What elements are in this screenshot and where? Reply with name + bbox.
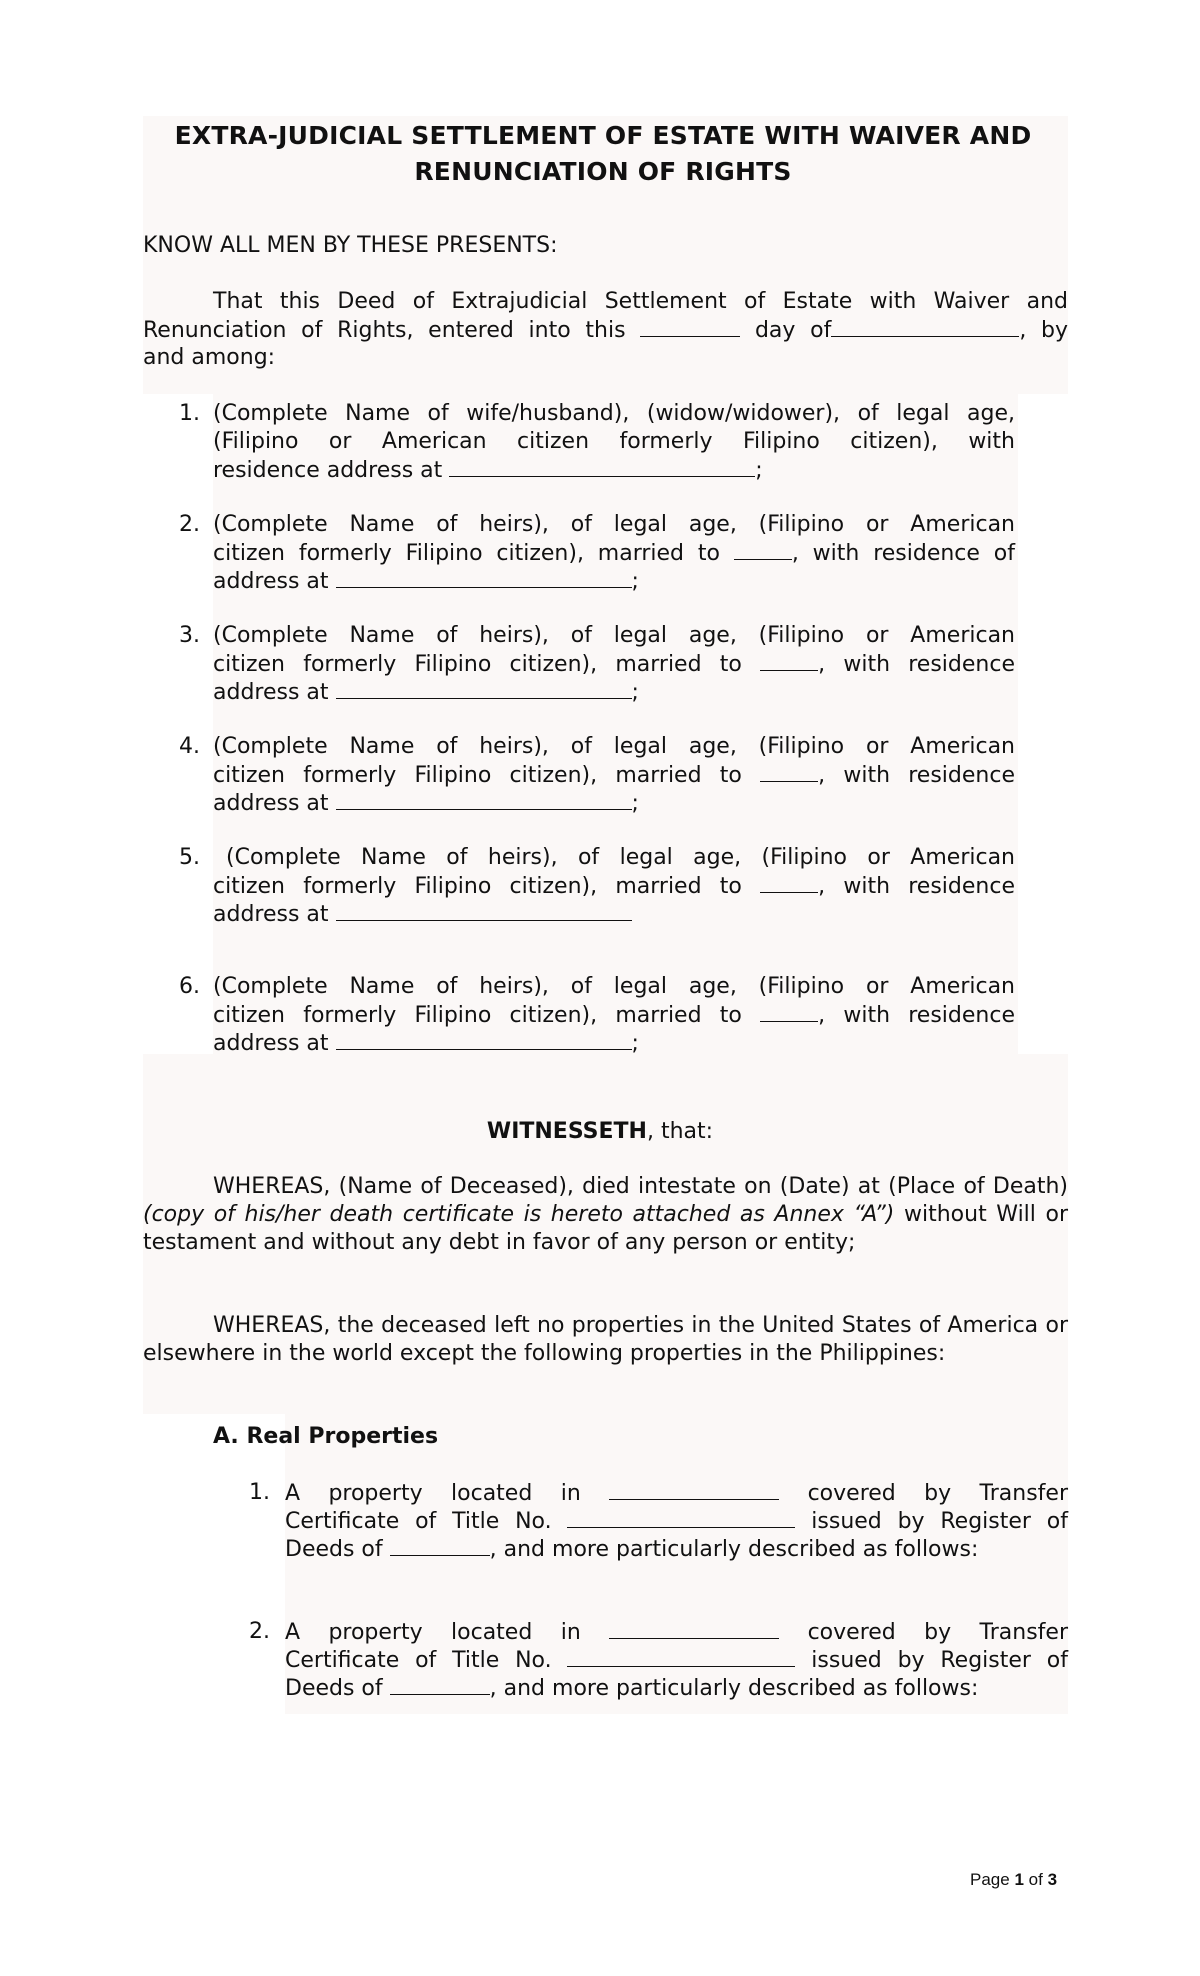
party-1-address-label: residence address at (213, 458, 443, 483)
party-number: 5. (179, 845, 200, 870)
party-2-line-1: (Complete Name of heirs), of legal age, (Filipino or American (213, 512, 1015, 537)
property-1-deeds-blank (390, 1535, 490, 1556)
property-2-tct-blank (567, 1646, 795, 1667)
footer-page-total: 3 (1047, 1870, 1058, 1889)
party-3-address-blank (336, 678, 632, 699)
property-1-deeds: Deeds of (285, 1537, 383, 1562)
party-3-line-2 (213, 650, 1015, 679)
intro-paragraph (143, 288, 1068, 345)
party-number: 4. (179, 734, 200, 759)
property-1-tct: Certificate of Title No. (285, 1509, 552, 1534)
party-6-spouse-blank (760, 1001, 818, 1022)
party-3-married: citizen formerly Filipino citizen), married to (213, 652, 742, 677)
party-6-married: citizen formerly Filipino citizen), married to (213, 1003, 742, 1028)
party-6-line-2 (213, 1001, 1015, 1030)
section-a-heading: A. Real Properties (213, 1424, 439, 1449)
footer-of-word: of (1028, 1870, 1043, 1889)
party-1-line-2: (Filipino or American citizen formerly Filipino citizen), with (213, 429, 1015, 454)
witnesseth-bold: WITNESSETH (486, 1119, 647, 1144)
party-3-address-label: address at (213, 680, 329, 705)
property-2-line-2 (285, 1646, 1068, 1675)
party-3-line-3 (213, 678, 639, 707)
property-1-line-3 (285, 1535, 978, 1564)
party-1-end: ; (755, 458, 763, 483)
intro-text-1: That this Deed of Extrajudicial Settlement of Estate with Waiver and Renunciation of Rights, entered into this (143, 289, 1068, 343)
party-2-spouse-blank (734, 539, 792, 560)
party-4-line-3 (213, 789, 639, 818)
whereas-2-text: WHEREAS, the deceased left no properties in the United States of America or elsewhere in the world except the following properties in the Philippines: (143, 1313, 1068, 1366)
whereas-1-text-a: WHEREAS, (Name of Deceased), died intestate on (Date) at (Place of Death) (213, 1174, 1068, 1199)
party-5-address-blank (336, 900, 632, 921)
party-4-spouse-blank (760, 761, 818, 782)
party-2-end: ; (631, 569, 639, 594)
footer-page-word: Page (970, 1870, 1010, 1889)
party-6-residence: , with residence (818, 1003, 1015, 1028)
property-number: 1. (249, 1480, 270, 1505)
property-2-deeds: Deeds of (285, 1676, 383, 1701)
party-number: 3. (179, 623, 200, 648)
property-1-line-2 (285, 1507, 1068, 1536)
party-2-line-3 (213, 567, 639, 596)
property-1-issued: issued by Register of (811, 1509, 1068, 1534)
party-4-line-2 (213, 761, 1015, 790)
party-5-spouse-blank (760, 872, 818, 893)
party-2-address-blank (336, 567, 632, 588)
property-1-line-1 (285, 1479, 1068, 1508)
party-4-end: ; (631, 791, 639, 816)
day-blank (640, 316, 740, 337)
footer-page-number: 1 (1014, 1870, 1024, 1889)
whereas-1-annex-note: (copy of his/her death certificate is hereto attached as Annex “A”) (143, 1202, 895, 1227)
party-5-line-3 (213, 900, 632, 929)
document-title: EXTRA-JUDICIAL SETTLEMENT OF ESTATE WITH WAIVER AND RENUNCIATION OF RIGHTS (174, 121, 1032, 186)
intro-text-3: , (1019, 318, 1027, 343)
party-4-line-1: (Complete Name of heirs), of legal age, (Filipino or American (213, 734, 1015, 759)
party-2-residence: , with residence of (791, 541, 1015, 566)
property-1-located: A property located in (285, 1481, 581, 1506)
property-number: 2. (249, 1619, 270, 1644)
party-5-married: citizen formerly Filipino citizen), married to (213, 874, 742, 899)
party-5-address-label: address at (213, 902, 329, 927)
property-2-issued: issued by Register of (811, 1648, 1068, 1673)
party-3-residence: , with residence (818, 652, 1015, 677)
intro-text-4: by (1041, 318, 1069, 343)
party-1-line-1: (Complete Name of wife/husband), (widow/widower), of legal age, (213, 401, 1015, 426)
whereas-paragraph-1 (143, 1173, 1068, 1257)
property-2-line-3 (285, 1674, 978, 1703)
party-6-end: ; (631, 1031, 639, 1056)
party-2-address-label: address at (213, 569, 329, 594)
property-1-tct-blank (567, 1507, 795, 1528)
party-number: 6. (179, 974, 200, 999)
property-2-tct: Certificate of Title No. (285, 1648, 552, 1673)
party-3-end: ; (631, 680, 639, 705)
property-1-location-blank (609, 1479, 779, 1500)
property-2-line-1 (285, 1618, 1068, 1647)
party-2-line-2 (213, 539, 1015, 568)
party-2-married: citizen formerly Filipino citizen), married to (213, 541, 720, 566)
party-5-line-2 (213, 872, 1015, 901)
witnesseth-rest: , that: (646, 1119, 714, 1144)
page-footer (970, 1870, 1057, 1890)
party-6-address-blank (336, 1029, 632, 1050)
party-3-spouse-blank (760, 650, 818, 671)
party-1-line-3 (213, 456, 763, 485)
property-1-covered: covered by Transfer (807, 1481, 1068, 1506)
property-2-deeds-blank (390, 1674, 490, 1695)
property-1-description: , and more particularly described as follows: (489, 1537, 979, 1562)
whereas-paragraph-2 (143, 1312, 1068, 1368)
party-4-residence: , with residence (818, 763, 1015, 788)
party-6-address-label: address at (213, 1031, 329, 1056)
party-number: 2. (179, 512, 200, 537)
property-2-location-blank (609, 1618, 779, 1639)
opening-line: KNOW ALL MEN BY THESE PRESENTS: (143, 233, 558, 258)
intro-and-among: and among: (143, 345, 276, 370)
party-number: 1. (179, 401, 200, 426)
month-blank (831, 316, 1019, 337)
party-3-line-1: (Complete Name of heirs), of legal age, (Filipino or American (213, 623, 1015, 648)
text-shading (213, 394, 1018, 1054)
property-2-covered: covered by Transfer (807, 1620, 1068, 1645)
party-4-address-blank (336, 789, 632, 810)
party-6-line-3 (213, 1029, 639, 1058)
property-2-located: A property located in (285, 1620, 581, 1645)
party-4-address-label: address at (213, 791, 329, 816)
whereas-1-text-b: without Will or testament and without any debt in favor of any person or entity; (143, 1202, 1068, 1255)
intro-text-2: day of (754, 318, 832, 343)
party-5-residence: , with residence (818, 874, 1015, 899)
party-6-line-1: (Complete Name of heirs), of legal age, (Filipino or American (213, 974, 1015, 999)
party-5-line-1: (Complete Name of heirs), of legal age, (Filipino or American (226, 845, 1015, 870)
party-4-married: citizen formerly Filipino citizen), married to (213, 763, 742, 788)
witnesseth-heading (0, 1118, 1200, 1146)
party-1-address-blank (449, 456, 755, 477)
property-2-description: , and more particularly described as follows: (489, 1676, 979, 1701)
